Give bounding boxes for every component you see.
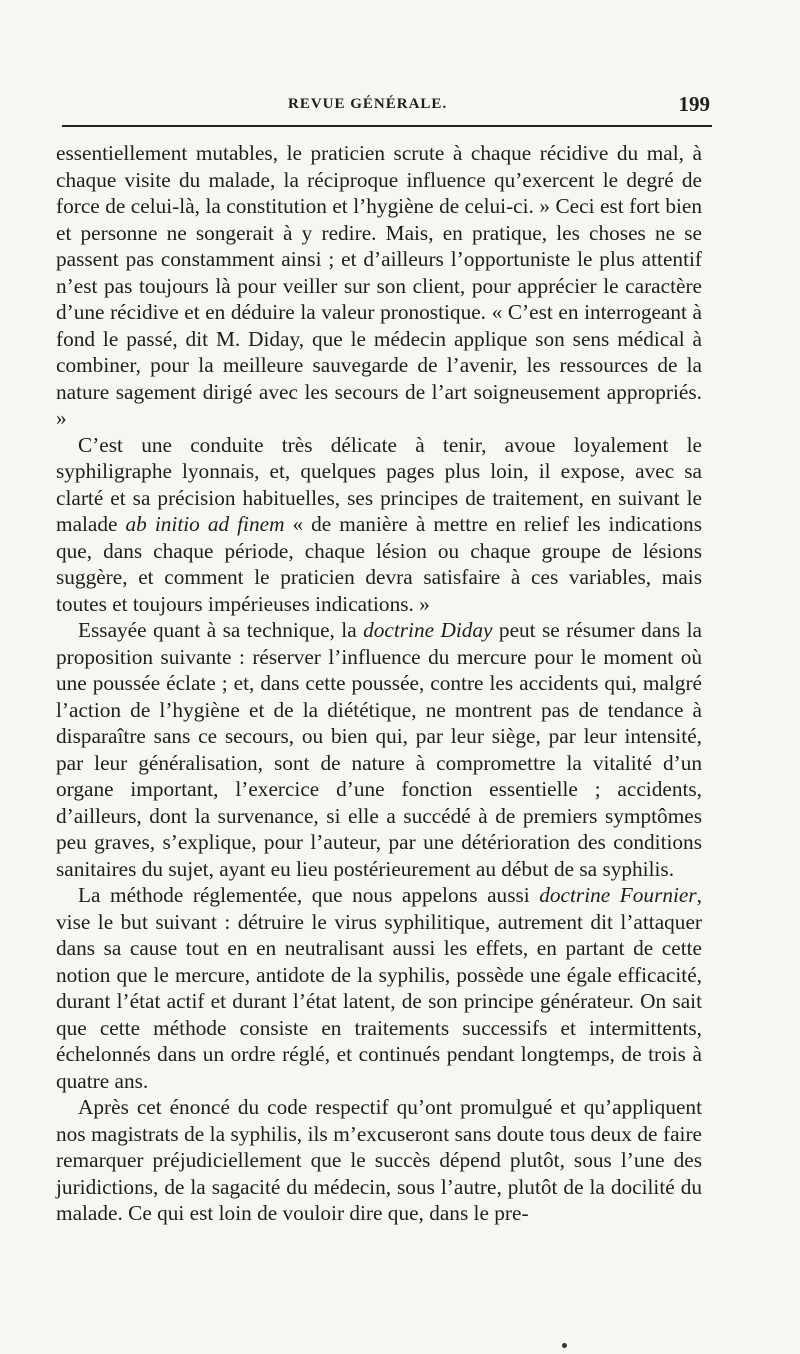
paragraph-2-italic: ab initio ad finem [125,512,285,536]
paragraph-1 [56,140,702,432]
page-number: 199 [678,92,710,116]
paragraph-2 [56,432,702,618]
body-text [56,140,702,1227]
paragraph-3-text-before: Essayée quant à sa technique, la [78,618,364,642]
running-title: REVUE GÉNÉRALE. [288,96,448,112]
paragraph-3 [56,617,702,882]
paragraph-2-text-before: C’est une conduite très délicate à tenir, avoue loyalement le syphiligraphe lyonnais, et, quelques pages plus loin, il expose, avec sa clarté et sa précision habituelles, ses principes de traitement, en suivant le malade [56,432,702,536]
paragraph-3-text-after: peut se résumer dans la proposition suivante : réserver l’influence du mercure pour le moment où une poussée éclate ; et, dans cette poussée, contre les accidents qui, malgré l’action de l’hygiène et de la diététique, ne montrent pas de tendance à disparaître sans ce secours, ou bien qui, par leur siège, par leur intensité, par leur généralisation, sont de nature à compromettre la vitalité d’un organe important, l’exercice d’une fonction essentielle ; accidents, d’ailleurs, dont la survenance, si elle a succédé à de premiers symptômes peu graves, s’explique, pour l’auteur, par une détérioration des conditions sanitaires du sujet, ayant eu lieu postérieurement au début de sa syphilis. [56,618,702,881]
paragraph-4-text-after: , vise le but suivant : détruire le virus syphilitique, autrement dit l’attaquer dans sa cause tout en en neutralisant aussi les effets, en partant de cette notion que le mercure, antidote de la syphilis, possède une égale efficacité, durant l’état actif et durant l’état latent, de son principe générateur. On sait que cette méthode consiste en traitements successifs et intermittents, échelonnés dans un ordre réglé, et continués pendant longtemps, de trois à quatre ans. [56,883,702,1093]
paragraph-2-text-after: « de manière à mettre en relief les indications que, dans chaque période, chaque lésion ou chaque groupe de lésions suggère, et comment le praticien devra satisfaire à ces variables, mais toutes et toujours impérieuses indications. » [56,512,702,616]
paragraph-4-italic: doctrine Fournier [539,883,697,907]
running-head [270,92,710,118]
ink-speck [562,1343,567,1348]
paragraph-3-italic: doctrine Diday [363,618,493,642]
paragraph-1-text: essentiellement mutables, le praticien scrute à chaque récidive du mal, à chaque visite du malade, la réciproque influence qu’exercent le degré de force de celui-là, la constitution et l’hygiène de celui-ci. » Ceci est fort bien et personne ne songerait à y redire. Mais, en pratique, les choses ne se passent pas constamment ainsi ; et d’ailleurs l’opportuniste le plus attentif n’est pas toujours là pour veiller sur son client, pour apprécier le caractère d’une récidive et en déduire la valeur pronostique. « C’est en interrogeant à fond le passé, dit M. Diday, que le médecin applique son sens médical à combiner, pour la meilleure sauvegarde de l’avenir, les ressources de la nature sagement dirigé avec les secours de l’art soigneusement appropriés. » [56,141,702,430]
paragraph-4 [56,882,702,1094]
header-rule [62,125,712,127]
paragraph-5 [56,1094,702,1227]
paragraph-4-text-before: La méthode réglementée, que nous appelons aussi [78,883,540,907]
paragraph-5-text: Après cet énoncé du code respectif qu’ont promulgué et qu’appliquent nos magistrats de la syphilis, ils m’excuseront sans doute tous deux de faire remarquer préjudiciellement que le succès dépend plutôt, sous l’une des juridictions, de la sagacité du médecin, sous l’autre, plutôt de la docilité du malade. Ce qui est loin de vouloir dire que, dans le pre- [56,1095,702,1225]
